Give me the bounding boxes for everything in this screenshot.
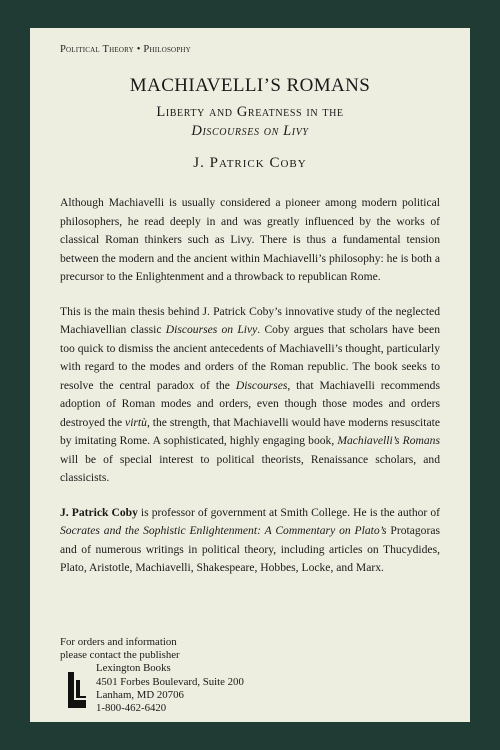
publisher-address <box>96 662 244 715</box>
italic-title: Discourses <box>235 378 288 392</box>
book-author: J. Patrick Coby <box>193 155 307 171</box>
text-span: , the strength, that Machiavelli would have moderns resuscitate by imitating Rome. A sophisticated, highly engaging book, <box>60 415 440 447</box>
category-label: Political Theory • Philosophy <box>60 44 191 55</box>
orders-line-1: For orders and information <box>60 636 177 648</box>
paragraph-thesis <box>60 303 440 488</box>
subtitle-line-2: Discourses on Livy <box>191 123 309 139</box>
italic-term: virtù <box>125 415 147 429</box>
italic-title: Discourses on Livy <box>165 323 258 336</box>
text-span: is professor of government at Smith College. He is the author of <box>137 505 440 519</box>
publisher-logo-icon <box>66 670 88 710</box>
subtitle-line-1: Liberty and Greatness in the <box>156 104 344 120</box>
book-subtitle <box>60 103 440 141</box>
author-name-bold: J. Patrick Coby <box>60 505 138 519</box>
orders-info <box>60 636 244 715</box>
publisher-address-2: Lanham, MD 20706 <box>96 688 184 701</box>
publisher-name: Lexington Books <box>96 662 171 675</box>
text-span: . Coby argues that scholars have been too quick to dismiss the ancient antecedents of Machiavelli’s thought, particularly with regard to the modes and orders of the Roman republic. The book seeks to resolve the central paradox of the <box>60 323 440 392</box>
publisher-phone: 1-800-462-6420 <box>96 702 167 715</box>
text-span: This is the main thesis behind J. Patrick Coby’s innovative study of the neglected Machiavellian classic <box>60 304 440 336</box>
orders-line-2: please contact the publisher <box>60 649 180 662</box>
paragraph-intro: Although Machiavelli is usually considered a pioneer among modern political philosophers, he read deeply in and was greatly influenced by the works of classical Roman thinkers such as Livy. There is thus a fundamental tension between the modern and the ancient within Machiavelli’s philosophy: he is both a precursor to the Enlightenment and a throwback to republican Rome. <box>60 196 440 283</box>
italic-title: Socrates and the Sophistic Enlightenment: A Commentary on Plato’s <box>60 524 387 537</box>
back-cover-panel <box>30 28 470 722</box>
italic-title: Machiavelli’s Romans <box>337 434 440 447</box>
publisher-block <box>60 662 244 715</box>
text-span: , that Machiavelli recommends adoption of Roman modes and orders, even though those modes and orders destroyed the <box>60 378 440 429</box>
paragraph-author-bio <box>60 504 440 578</box>
publisher-address-1: 4501 Forbes Boulevard, Suite 200 <box>96 675 244 688</box>
text-span: Protagoras and of numerous writings in political theory, including articles on Thucydides, Plato, Aristotle, Machiavelli, Shakespeare, Hobbes, Locke, and Marx. <box>60 524 440 574</box>
text-span: will be of special interest to political theorists, Renaissance scholars, and classicists. <box>60 452 440 484</box>
book-title: MACHIAVELLI’S ROMANS <box>129 75 371 96</box>
